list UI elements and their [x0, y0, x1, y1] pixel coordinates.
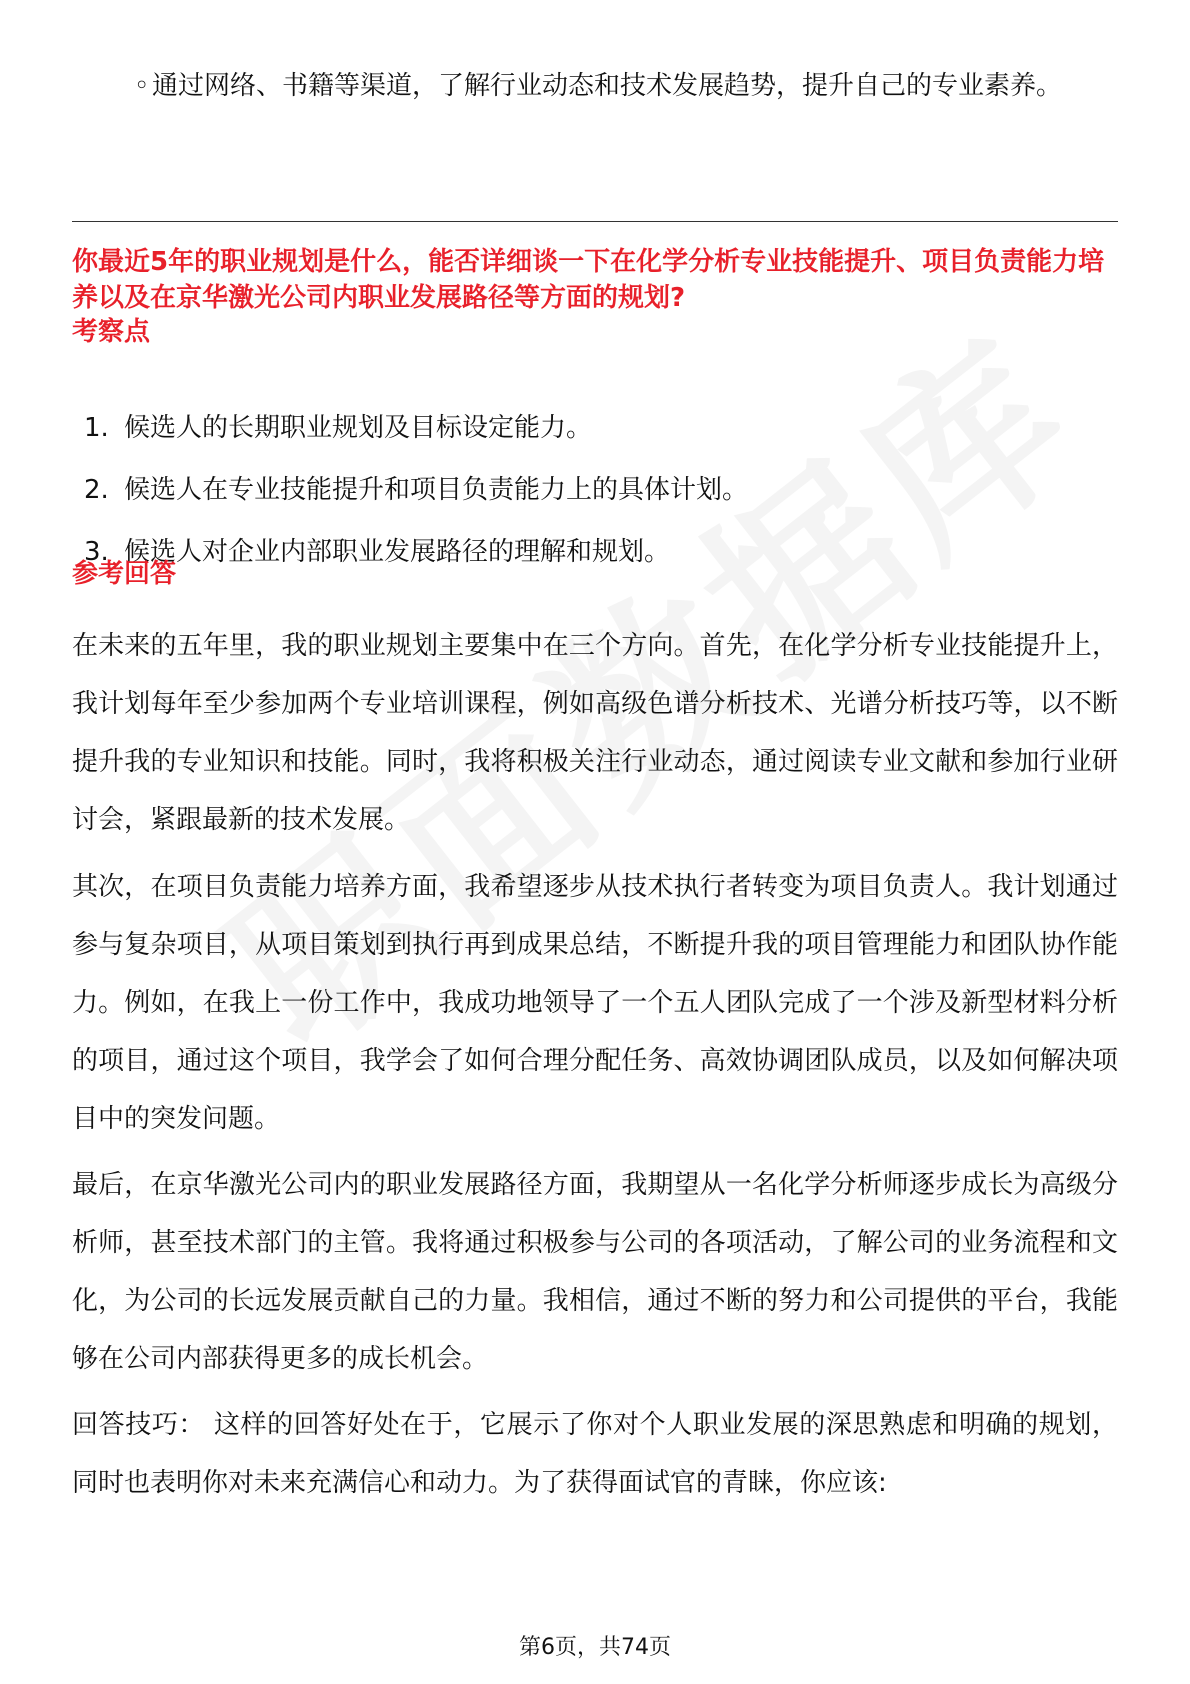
- list-text: 候选人在专业技能提升和项目负责能力上的具体计划。: [124, 475, 749, 505]
- list-text: 候选人的长期职业规划及目标设定能力。: [124, 413, 593, 443]
- list-number: 1.: [84, 413, 109, 443]
- list-item: [84, 472, 1084, 508]
- bullet-text: 通过网络、书籍等渠道，了解行业动态和技术发展趋势，提升自己的专业素养。: [152, 71, 1063, 101]
- section-divider: [72, 221, 1118, 222]
- answer-paragraph: 在未来的五年里，我的职业规划主要集中在三个方向。首先，在化学分析专业技能提升上，我计划每年至少参加两个专业培训课程，例如高级色谱分析技术、光谱分析技巧等，以不断提升我的专业知识和技能。同时，我将积极关注行业动态，通过阅读专业文献和参加行业研讨会，紧跟最新的技术发展。: [72, 631, 1118, 835]
- interview-question: 你最近5年的职业规划是什么，能否详细谈一下在化学分析专业技能提升、项目负责能力培养以及在京华激光公司内职业发展路径等方面的规划?: [72, 247, 1105, 313]
- bullet-marker: ◦: [134, 71, 150, 101]
- list-item: [84, 410, 1084, 446]
- list-item: [84, 534, 1084, 570]
- answer-paragraph: 其次，在项目负责能力培养方面，我希望逐步从技术执行者转变为项目负责人。我计划通过参与复杂项目，从项目策划到执行再到成果总结，不断提升我的项目管理能力和团队协作能力。例如，在我上一份工作中，我成功地领导了一个五人团队完成了一个涉及新型材料分析的项目，通过这个项目，我学会了如何合理分配任务、高效协调团队成员，以及如何解决项目中的突发问题。: [72, 872, 1118, 1134]
- assessment-list: [84, 410, 1084, 596]
- reference-heading: 参考回答: [72, 559, 177, 589]
- answer-tips: 回答技巧： 这样的回答好处在于，它展示了你对个人职业发展的深思熟虑和明确的规划，同时也表明你对未来充满信心和动力。为了获得面试官的青睐，你应该:: [72, 1410, 1118, 1498]
- assessment-heading: 考察点: [72, 317, 151, 347]
- page-number: 第6页，共74页: [519, 1635, 671, 1660]
- list-text: 候选人对企业内部职业发展路径的理解和规划。: [124, 537, 671, 567]
- bullet-item: [134, 58, 1112, 114]
- answer-paragraph: 最后，在京华激光公司内的职业发展路径方面，我期望从一名化学分析师逐步成长为高级分析师，甚至技术部门的主管。我将通过积极参与公司的各项活动，了解公司的业务流程和文化，为公司的长远发展贡献自己的力量。我相信，通过不断的努力和公司提供的平台，我能够在公司内部获得更多的成长机会。: [72, 1170, 1118, 1374]
- list-number: 2.: [84, 475, 109, 505]
- list-number: 3.: [84, 537, 109, 567]
